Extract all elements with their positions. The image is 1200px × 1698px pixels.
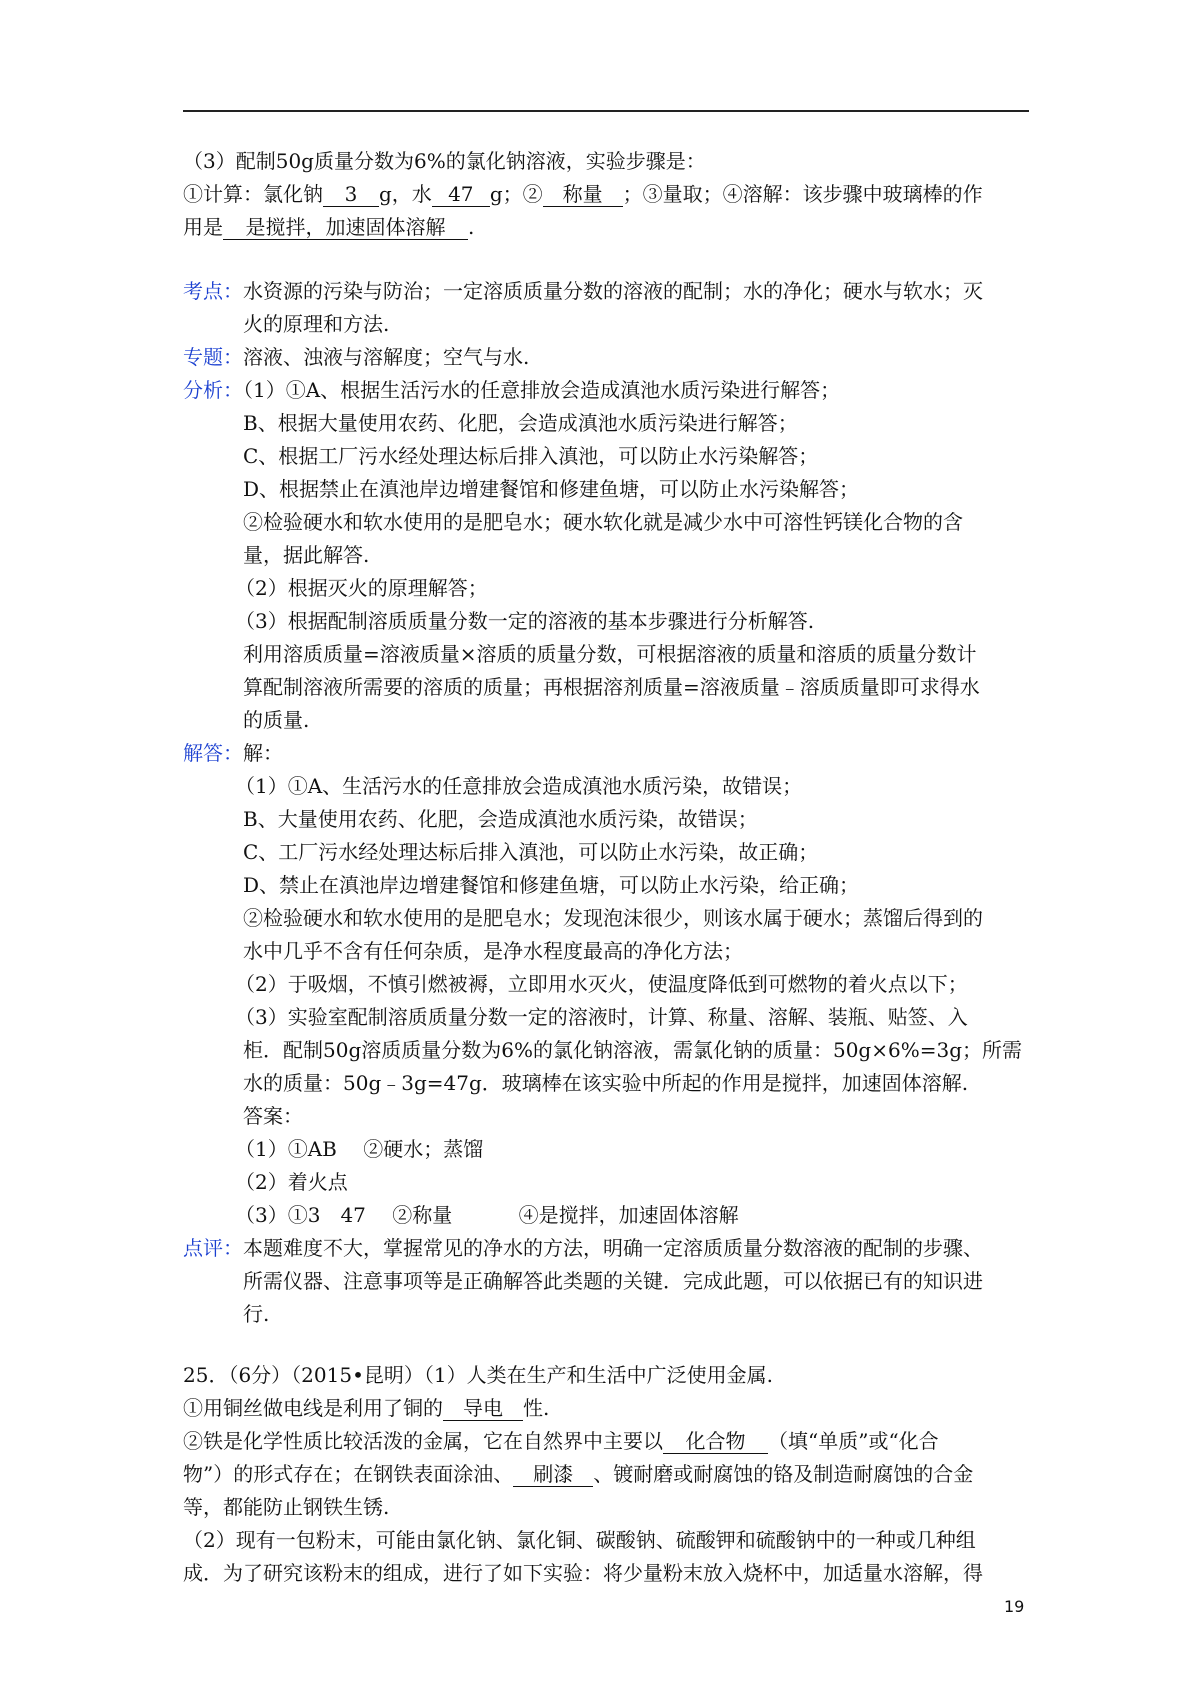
jieda-line: （3）实验室配制溶质质量分数一定的溶液时，计算、称量、溶解、装瓶、贴签、入: [235, 1005, 968, 1029]
answer-heading: 答案：: [243, 1104, 303, 1128]
fenxi-line: B、根据大量使用农药、化肥，会造成滇池水质污染进行解答；: [243, 411, 798, 435]
blank-step2: 称量: [543, 182, 623, 207]
jieda-line: 柜．配制50g溶质质量分数为6%的氯化钠溶液，需氯化钠的质量：50g×6%=3g；所需: [243, 1038, 1023, 1062]
q25-line3: 物”）的形式存在；在钢铁表面涂油、 刷漆 、镀耐磨或耐腐蚀的铬及制造耐腐蚀的合金: [183, 1462, 974, 1486]
jieda-line: ②检验硬水和软水使用的是肥皂水；发现泡沫很少，则该水属于硬水；蒸馏后得到的: [243, 906, 983, 930]
blank-nacl-mass: 3: [323, 182, 379, 207]
answer-1: （1）①AB ②硬水；蒸馏: [235, 1137, 484, 1161]
q25-line4: 等，都能防止钢铁生锈.: [183, 1495, 390, 1519]
fenxi-line1: 分析：（1）①A、根据生活污水的任意排放会造成滇池水质污染进行解答；: [183, 378, 841, 402]
q3-line3: 用是 是搅拌，加速固体溶解 .: [183, 215, 475, 239]
jieda-line: （2）于吸烟，不慎引燃被褥，立即用水灭火，使温度降低到可燃物的着火点以下；: [235, 972, 968, 996]
q25-line2: ②铁是化学性质比较活泼的金属，它在自然界中主要以 化合物 （填“单质”或“化合: [183, 1429, 939, 1453]
q3-line2: ①计算：氯化钠 3 g，水 47 g；② 称量 ；③量取；④溶解：该步骤中玻璃棒的作: [183, 182, 983, 206]
blank-water-mass: 47: [432, 182, 490, 207]
q3-intro: （3）配制50g质量分数为6%的氯化钠溶液，实验步骤是：: [183, 149, 706, 173]
q25-line1: ①用铜丝做电线是利用了铜的 导电 性.: [183, 1396, 550, 1420]
jieda-line: D、禁止在滇池岸边增建餐馆和修建鱼塘，可以防止水污染，给正确；: [243, 873, 860, 897]
answer-2: （2）着火点: [235, 1170, 348, 1194]
jieda-line1: 解答：解：: [183, 741, 283, 765]
kaodian-line2: 火的原理和方法.: [243, 312, 390, 336]
q25-head: 25．（6分）（2015•昆明）（1）人类在生产和生活中广泛使用金属.: [183, 1363, 773, 1387]
kaodian-label: 考点：: [183, 279, 243, 303]
dianping-line: 行.: [243, 1302, 270, 1326]
fenxi-line: ②检验硬水和软水使用的是肥皂水；硬水软化就是减少水中可溶性钙镁化合物的含: [243, 510, 963, 534]
fenxi-line: 利用溶质质量=溶液质量×溶质的质量分数，可根据溶液的质量和溶质的质量分数计: [243, 642, 977, 666]
answer-3: （3）①3 47 ②称量 ④是搅拌，加速固体溶解: [235, 1203, 739, 1227]
page-number: 19: [1004, 1597, 1025, 1616]
zhuanti-label: 专题：: [183, 345, 243, 369]
fenxi-label: 分析：: [183, 378, 243, 402]
fenxi-line: 的质量.: [243, 708, 310, 732]
jieda-label: 解答：: [183, 741, 243, 765]
zhuanti-line: 专题：溶液、浊液与溶解度；空气与水.: [183, 345, 530, 369]
kaodian-line1: 考点：水资源的污染与防治；一定溶质质量分数的溶液的配制；水的净化；硬水与软水；灭: [183, 279, 983, 303]
fenxi-line: 算配制溶液所需要的溶质的质量；再根据溶剂质量=溶液质量﹣溶质质量即可求得水: [243, 675, 980, 699]
jieda-line: （1）①A、生活污水的任意排放会造成滇池水质污染，故错误；: [235, 774, 803, 798]
blank-glass-rod: 是搅拌，加速固体溶解: [223, 215, 468, 240]
jieda-line: 水的质量：50g﹣3g=47g．玻璃棒在该实验中所起的作用是搅拌，加速固体溶解.: [243, 1071, 969, 1095]
fenxi-line: （2）根据灭火的原理解答；: [235, 576, 488, 600]
blank-compound: 化合物: [663, 1429, 768, 1454]
dianping-label: 点评：: [183, 1236, 243, 1260]
fenxi-line: D、根据禁止在滇池岸边增建餐馆和修建鱼塘，可以防止水污染解答；: [243, 477, 860, 501]
jieda-line: C、工厂污水经处理达标后排入滇池，可以防止水污染，故正确；: [243, 840, 819, 864]
q25-line5: （2）现有一包粉末，可能由氯化钠、氯化铜、碳酸钠、硫酸钾和硫酸钠中的一种或几种组: [183, 1528, 976, 1552]
dianping-line1: 点评：本题难度不大，掌握常见的净水的方法，明确一定溶质质量分数溶液的配制的步骤、: [183, 1236, 983, 1260]
q25-line6: 成．为了研究该粉末的组成，进行了如下实验：将少量粉末放入烧杯中，加适量水溶解，得: [183, 1561, 983, 1585]
jieda-line: 水中几乎不含有任何杂质，是净水程度最高的净化方法；: [243, 939, 743, 963]
jieda-line: B、大量使用农药、化肥，会造成滇池水质污染，故错误；: [243, 807, 758, 831]
header-rule: [183, 110, 1029, 112]
fenxi-line: （3）根据配制溶质质量分数一定的溶液的基本步骤进行分析解答.: [235, 609, 815, 633]
fenxi-line: C、根据工厂污水经处理达标后排入滇池，可以防止水污染解答；: [243, 444, 819, 468]
blank-paint: 刷漆: [513, 1462, 593, 1487]
dianping-line: 所需仪器、注意事项等是正确解答此类题的关键．完成此题，可以依据已有的知识进: [243, 1269, 983, 1293]
blank-conductivity: 导电: [443, 1396, 523, 1421]
fenxi-line: 量，据此解答.: [243, 543, 370, 567]
